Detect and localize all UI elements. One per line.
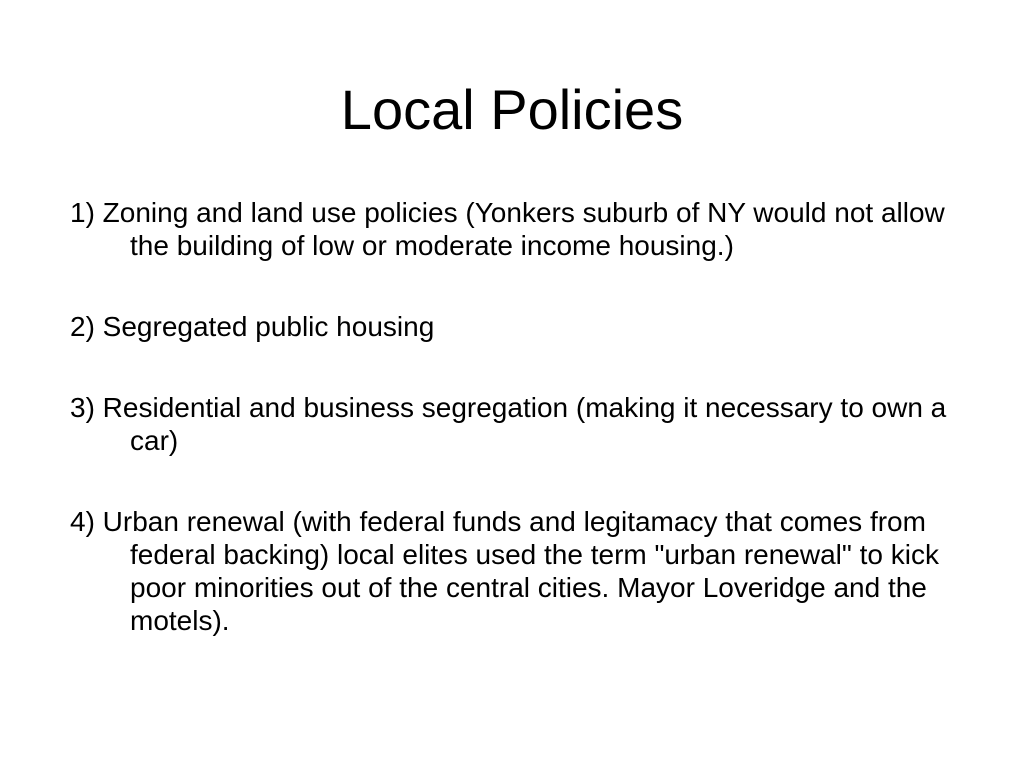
bullet-item-2: 2) Segregated public housing [70,311,435,342]
bullet-item-3: 3) Residential and business segregation (making it necessary to own a car) [70,392,947,456]
slide-title: Local Policies [340,78,684,141]
bullet-item-1: 1) Zoning and land use policies (Yonkers suburb of NY would not allow the building of low or moderate income housing.) [70,197,945,261]
bullet-list [70,196,970,637]
bullet-item-4: 4) Urban renewal (with federal funds and legitamacy that comes from federal backing) local elites used the term "urban renewal" to kick poor minorities out of the central cities. Mayor Loveridge and the motels). [70,506,939,636]
